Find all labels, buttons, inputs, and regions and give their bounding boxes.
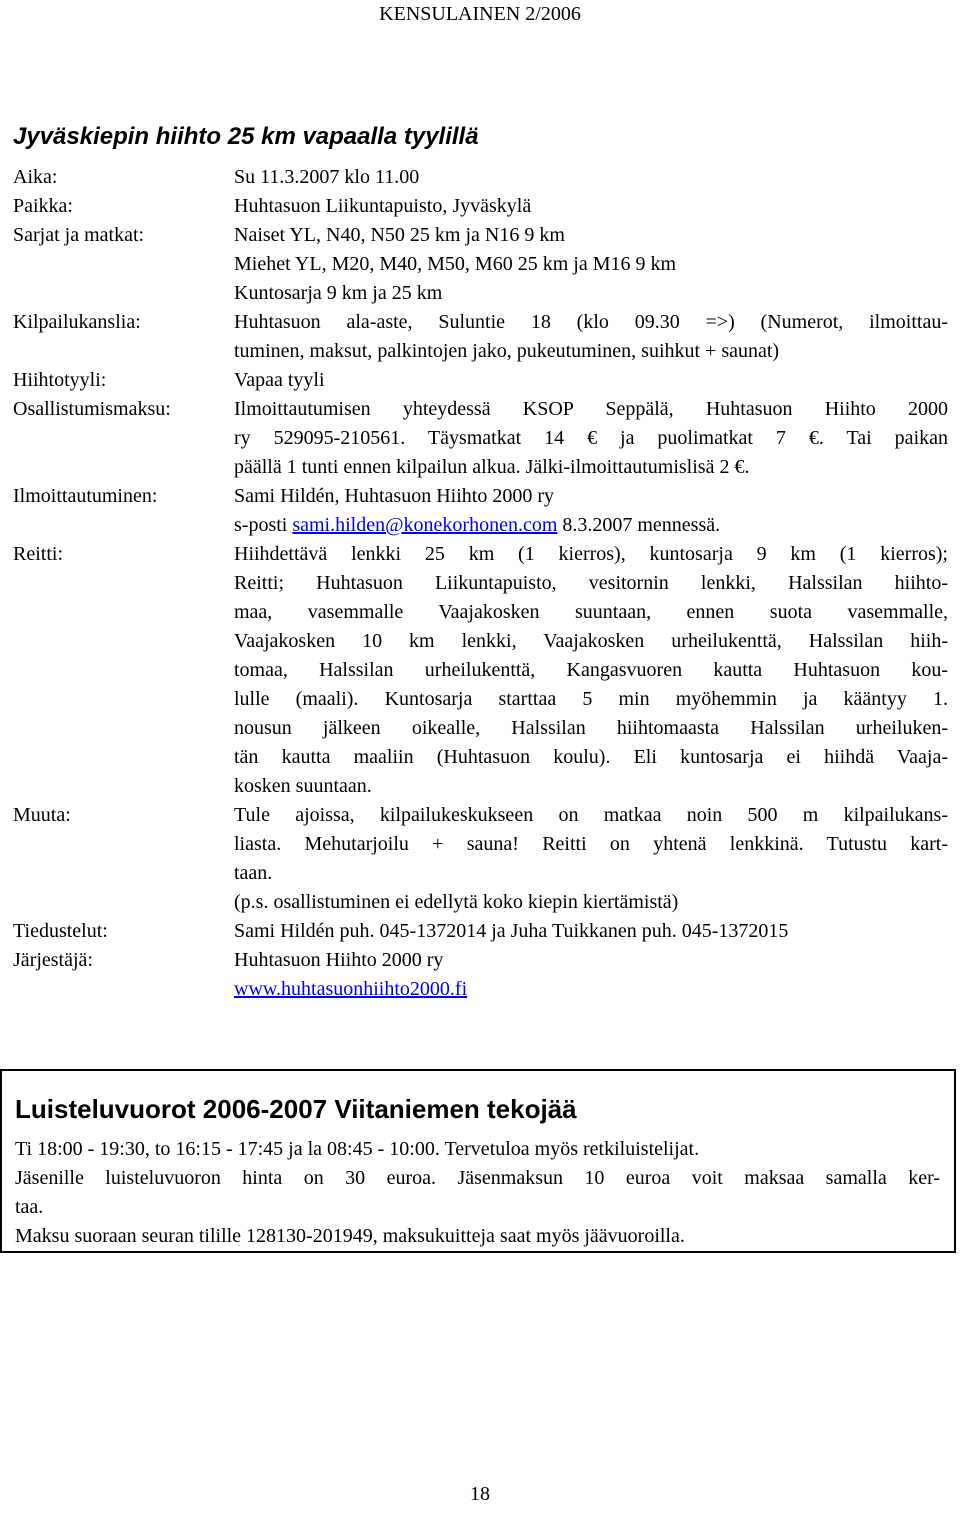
info-line: Sami Hildén puh. 045-1372014 ja Juha Tuikkanen puh. 045-1372015 [234, 920, 789, 942]
skating-line: Ti 18:00 - 19:30, to 16:15 - 17:45 ja la 08:45 - 10:00. Tervetuloa myös retkiluistelijat. [15, 1138, 700, 1160]
info-line: Reitti; Huhtasuon Liikuntapuisto, vesitornin lenkki, Halssilan hiihto- [234, 572, 948, 594]
info-line: taan. [234, 862, 273, 884]
info-line: Hiihdettävä lenkki 25 km (1 kierros), kuntosarja 9 km (1 kierros); [234, 543, 948, 565]
website-link[interactable]: www.huhtasuonhiihto2000.fi [234, 978, 468, 1000]
info-label: Ilmoittautuminen: [13, 485, 158, 507]
info-value [234, 192, 948, 221]
info-line: Su 11.3.2007 klo 11.00 [234, 166, 420, 188]
info-label: Aika: [13, 166, 58, 188]
info-label: Kilpailukanslia: [13, 311, 141, 333]
info-line: Vaajakosken 10 km lenkki, Vaajakosken urheilukenttä, Halssilan hiih- [234, 630, 948, 652]
info-line: Kuntosarja 9 km ja 25 km [234, 282, 443, 304]
info-line: tomaa, Halssilan urheilukenttä, Kangasvuoren kautta Huhtasuon kou- [234, 659, 948, 681]
info-line: Vapaa tyyli [234, 369, 325, 391]
page-number: 18 [470, 1483, 490, 1505]
event-title: Jyväskiepin hiihto 25 km vapaalla tyylillä [13, 123, 479, 150]
info-row-series [13, 221, 948, 308]
info-row-inquiries [13, 917, 948, 946]
event-info [13, 163, 948, 1004]
info-line: lulle (maali). Kuntosarja starttaa 5 min myöhemmin ja kääntyy 1. [234, 688, 948, 710]
info-line: liasta. Mehutarjoilu + sauna! Reitti on yhtenä lenkkinä. Tutustu kart- [234, 833, 948, 855]
info-line: (p.s. osallistuminen ei edellytä koko kiepin kiertämistä) [234, 891, 679, 913]
info-value [234, 917, 948, 946]
skating-line: Jäsenille luisteluvuoron hinta on 30 euroa. Jäsenmaksun 10 euroa voit maksaa samalla ker- [15, 1167, 940, 1189]
email-deadline: 8.3.2007 mennessä. [562, 514, 721, 536]
info-value [234, 221, 948, 308]
info-row-route [13, 540, 948, 801]
info-label: Reitti: [13, 543, 63, 565]
skating-line: Maksu suoraan seuran tilille 128130-201949, maksukuitteja saat myös jäävuoroilla. [15, 1225, 685, 1247]
skating-box [0, 1069, 956, 1253]
info-label: Muuta: [13, 804, 71, 826]
info-row-office [13, 308, 948, 366]
info-value [234, 946, 948, 1004]
info-value [234, 801, 948, 917]
info-value [234, 482, 948, 540]
info-line: nousun jälkeen oikealle, Halssilan hiihtomaasta Halssilan urheiluken- [234, 717, 948, 739]
info-line: Huhtasuon ala-aste, Suluntie 18 (klo 09.30 =>) (Numerot, ilmoittau- [234, 311, 948, 333]
info-line: tuminen, maksut, palkintojen jako, pukeutuminen, suihkut + saunat) [234, 340, 780, 362]
info-label: Sarjat ja matkat: [13, 224, 145, 246]
info-label: Paikka: [13, 195, 73, 217]
info-value [234, 366, 948, 395]
info-row-style [13, 366, 948, 395]
info-value [234, 395, 948, 482]
info-row-other [13, 801, 948, 917]
info-line: päällä 1 tunti ennen kilpailun alkua. Jälki-ilmoittautumislisä 2 €. [234, 456, 750, 478]
info-line: Miehet YL, M20, M40, M50, M60 25 km ja M16 9 km [234, 253, 677, 275]
info-label: Hiihtotyyli: [13, 369, 107, 391]
info-line: ry 529095-210561. Täysmatkat 14 € ja puolimatkat 7 €. Tai paikan [234, 427, 948, 449]
info-label: Järjestäjä: [13, 949, 93, 971]
page-header: KENSULAINEN 2/2006 [379, 3, 581, 25]
info-line: Huhtasuon Hiihto 2000 ry [234, 949, 444, 971]
info-label: Osallistumismaksu: [13, 398, 171, 420]
info-label: Tiedustelut: [13, 920, 108, 942]
info-row-fee [13, 395, 948, 482]
info-line: Huhtasuon Liikuntapuisto, Jyväskylä [234, 195, 532, 217]
info-row-place [13, 192, 948, 221]
email-line [234, 511, 948, 540]
info-line: Tule ajoissa, kilpailukeskukseen on matkaa noin 500 m kilpailukans- [234, 804, 948, 826]
info-line: tän kautta maaliin (Huhtasuon koulu). Eli kuntosarja ei hiihdä Vaaja- [234, 746, 948, 768]
info-row-time [13, 163, 948, 192]
skating-title: Luisteluvuorot 2006-2007 Viitaniemen tekojää [15, 1094, 577, 1124]
info-line: Sami Hildén, Huhtasuon Hiihto 2000 ry [234, 485, 554, 507]
info-line: kosken suuntaan. [234, 775, 372, 797]
info-row-organizer [13, 946, 948, 1004]
info-value [234, 308, 948, 366]
info-line: maa, vasemmalle Vaajakosken suuntaan, ennen suota vasemmalle, [234, 601, 948, 623]
info-line: Naiset YL, N40, N50 25 km ja N16 9 km [234, 224, 565, 246]
email-link[interactable]: sami.hilden@konekorhonen.com [292, 514, 558, 536]
info-value [234, 540, 948, 801]
info-row-registration [13, 482, 948, 540]
email-prefix: s-posti [234, 514, 288, 536]
info-line: Ilmoittautumisen yhteydessä KSOP Seppälä, Huhtasuon Hiihto 2000 [234, 398, 948, 420]
skating-line: taa. [15, 1196, 44, 1218]
website-line [234, 975, 948, 1004]
info-value [234, 163, 948, 192]
